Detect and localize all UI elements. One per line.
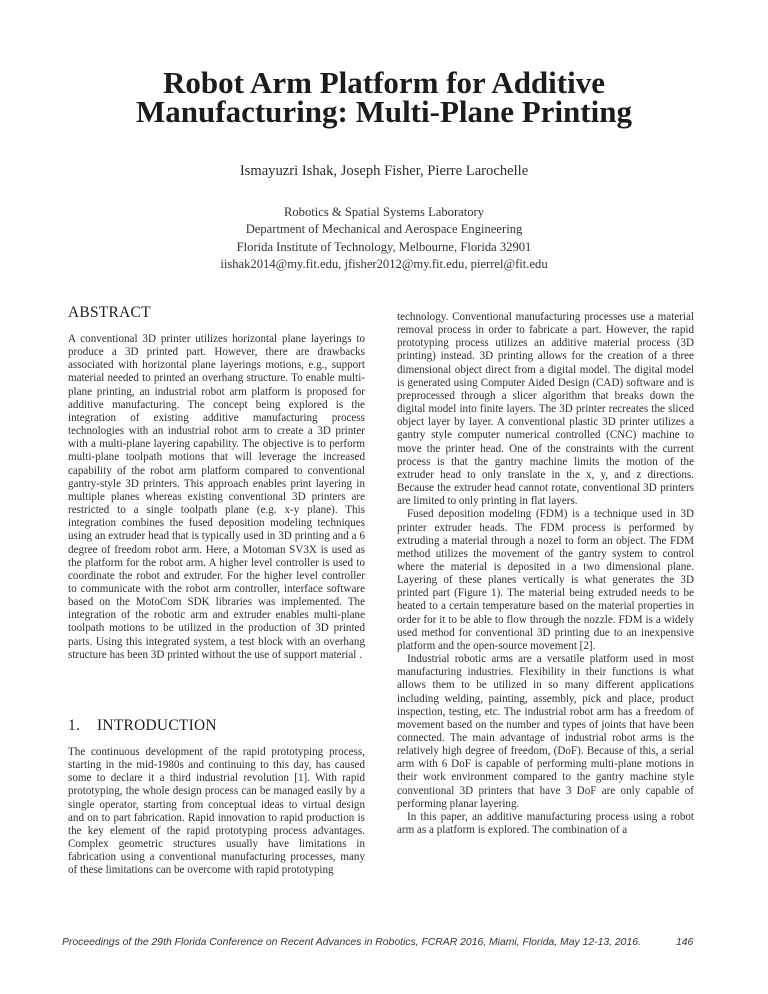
author-emails: iishak2014@my.fit.edu, jfisher2012@my.fit.edu, pierrel@fit.edu	[220, 257, 548, 272]
introduction-paragraph-fdm: Fused deposition modeling (FDM) is a technique used in 3D printer extruder heads. The FDM process is performed by extruding a material through a nozel to form an object. The FDM method utilizes the movement of the gantry system to control where the material is deposited in a two dimensional plane. Layering of these planes vertically is what generates the 3D printed part (Figure 1). The material being extruded needs to be heated to a certain temperature based on the material properties in order for it to be able to flow through the nozzle. FDM is a widely used method for conventional 3D printing due to an inexpensive platform and the open-source movement [2].	[397, 508, 694, 652]
abstract-text: A conventional 3D printer utilizes horizontal plane layerings to produce a 3D printed part. However, there are drawbacks associated with horizontal plane layerings motions, e.g., support material needed to printed an overhang structure. To enable multi-plane printing, an industrial robot arm platform is proposed for additive manufacturing. The concept being explored is the integration of existing additive manufacturing process technologies with an industrial robot arm to create a 3D printer with a multi-plane layering capability. The objective is to perform multi-plane toolpath motions that will leverage the increased capability of the robot arm platform compared to conventional gantry-style 3D printers. This approach enables print layering in multiple planes whereas existing conventional 3D printers are restricted to a single toolpath plane (e.g. x-y plane). This integration combines the fused deposition modeling techniques using an extruder head that is typically used in 3D printing and a 6 degree of freedom robot arm. Here, a Motoman SV3X is used as the platform for the robot arm. A higher level controller is used to coordinate the robot and extruder. For the higher level controller to communicate with the robot arm controller, interface software based on the MotoCom SDK libraries was implemented. The integration of the robotic arm and extruder enables multi-plane toolpath motions to be utilized in the production of 3D printed parts. Using this integrated system, a test block with an overhang structure has been 3D printed without the use of support material .	[68, 333, 365, 661]
section-number: 1.	[68, 717, 81, 734]
proceedings-footer: Proceedings of the 29th Florida Conference on Recent Advances in Robotics, FCRAR 2016, Miami, Florida, May 12-13, 2016.	[62, 937, 641, 948]
author-list: Ismayuzri Ishak, Joseph Fisher, Pierre Larochelle	[239, 163, 529, 179]
introduction-paragraph-robot-arms: Industrial robotic arms are a versatile platform used in most manufacturing industries. Flexibility in their functions is what allows them to be utilized in so many different applications including welding, painting, assembly, pick and place, product inspection, testing, etc. The industrial robot arm has a freedom of movement based on the number and types of joints that have been connected. The main advantage of industrial robot arms is the relatively high degree of freedom, (DoF). Because of this, a serial arm with 6 DoF is capable of performing multi-plane motions in their work environment compared to the gantry machine style conventional 3D printers that have 3 DoF are only capable of performing planar layering.	[397, 653, 694, 810]
affiliation-department: Department of Mechanical and Aerospace Engineering	[245, 222, 523, 237]
section-title: INTRODUCTION	[97, 717, 217, 734]
abstract-section	[68, 333, 365, 662]
page-number: 146	[676, 937, 694, 948]
introduction-left-column	[68, 746, 365, 878]
introduction-paragraph-continued: technology. Conventional manufacturing processes use a material removal process in order to fabricate a part. However, the rapid prototyping process utilizes an additive material process (3D printing) instead. 3D printing allows for the creation of a three dimensional object direct from a digital model. The digital model is generated using Computer Aided Design (CAD) software and is preprocessed through a slicer algorithm that breaks down the digital model into finite layers. The 3D printer recreates the sliced object layer by layer. A conventional plastic 3D printer utilizes a gantry style computer numerical controlled (CNC) machine to move the printer head. One of the constraints with the current process is that the gantry machine limits the motion of the extruder head to only translate in the x, y, and z directions. Because the extruder head cannot rotate, conventional 3D printers are limited to only printing in flat layers.	[397, 311, 694, 508]
introduction-paragraph-this-paper: In this paper, an additive manufacturing process using a robot arm as a platform is explored. The combination of a	[397, 810, 694, 837]
title-line-1: Robot Arm Platform for Additive	[163, 65, 605, 100]
introduction-heading	[68, 717, 217, 735]
title-line-2: Manufacturing: Multi-Plane Printing	[136, 94, 632, 129]
paper-title	[60, 65, 708, 129]
abstract-heading: ABSTRACT	[68, 304, 151, 321]
affiliation-block	[0, 204, 768, 274]
affiliation-institute: Florida Institute of Technology, Melbourne, Florida 32901	[236, 239, 532, 254]
right-column	[397, 311, 694, 837]
introduction-paragraph-1: The continuous development of the rapid prototyping process, starting in the mid-1980s and continuing to this day, has caused some to declare it a third industrial revolution [1]. With rapid prototyping, the whole design process can be managed easily by a single operator, starting from conceptual ideas to virtual design and on to part fabrication. Rapid innovation to rapid production is the key element of the rapid prototyping process advantages. Complex geometric structures usually have limitations in fabrication using a conventional manufacturing processes, many of these limitations can be overcome with rapid prototyping	[68, 746, 365, 877]
affiliation-lab: Robotics & Spatial Systems Laboratory	[283, 205, 485, 219]
